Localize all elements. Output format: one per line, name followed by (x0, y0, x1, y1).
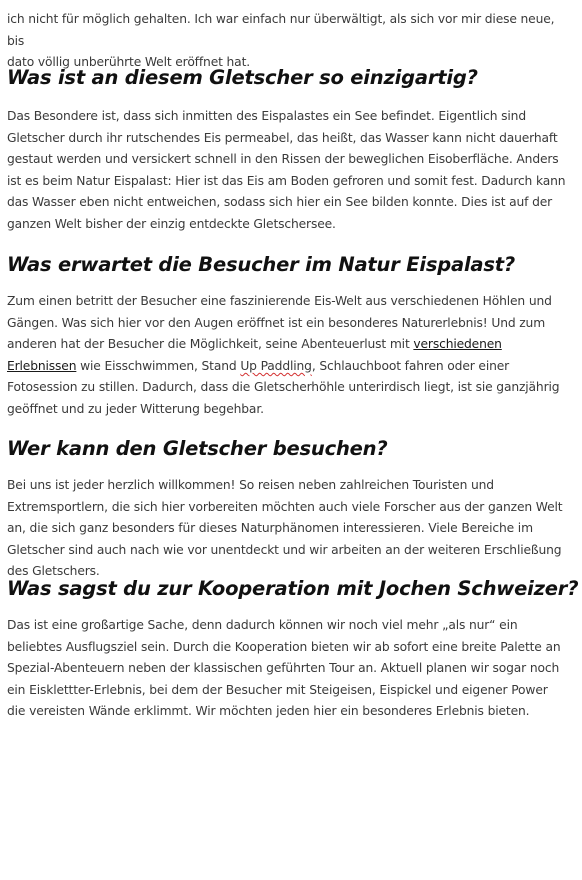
paragraph-text: wie Eisschwimmen, Stand (76, 358, 241, 373)
section-paragraph-kooperation: Das ist eine großartige Sache, denn dadurch können wir noch viel mehr „als nur“ ein beliebtes Ausflugsziel sein. Durch die Kooperation bieten wir ab sofort eine breite Palette an Spezial-Abenteuern neben der klassischen geführten Tour an. Aktuell planen wir sogar noch ein Eisklettter-Erlebnis, bei dem der Besucher mit Steigeisen, Eispickel und eigener Power die vereisten Wände erklimmt. Wir möchten jeden hier ein besonderes Erlebnis bieten. (7, 618, 561, 719)
intro-line-1: ich nicht für möglich gehalten. Ich war einfach nur überwältigt, als sich vor mir diese neue, bis (7, 12, 555, 48)
paragraph-text: , Schlauchboot fahren oder einer Fotosession zu stillen. Dadurch, dass die Gletscherhöhle unterirdisch liegt, ist sie ganzjährig geöffnet und zu jeder Witterung begehbar. (7, 358, 560, 416)
section-paragraph-besucher (7, 291, 569, 421)
paragraph-text: Zum einen betritt der Besucher eine faszinierende Eis-Welt aus verschiedenen Höhlen und Gängen. Was sich hier vor den Augen eröffnet ist ein besonderes Naturerlebnis! Und zum anderen hat der Besucher die Möglichkeit, seine Abenteuerlust mit (7, 294, 552, 352)
spellcheck-flagged-word: Up Paddling (240, 358, 312, 373)
erlebnisse-link[interactable]: verschiedenen Erlebnissen (7, 337, 502, 373)
section-heading-besucher: Was erwartet die Besucher im Natur Eispalast? (7, 253, 516, 276)
section-heading-kooperation: Was sagst du zur Kooperation mit Jochen Schweizer? (7, 577, 579, 600)
section-paragraph-besuchen: Bei uns ist jeder herzlich willkommen! So reisen neben zahlreichen Touristen und Extremsportlern, die sich hier vorbereiten möchten auch viele Forscher aus der ganzen Welt an, die sich ganz besonders für dieses Naturphänomen interessieren. Viele Bereiche im Gletscher sind auch nach wie vor unentdeckt und wir arbeiten an der weiteren Erschließung des Gletschers. (7, 478, 563, 579)
intro-paragraph (7, 9, 569, 74)
section-heading-besuchen: Wer kann den Gletscher besuchen? (7, 437, 388, 460)
section-paragraph-einzigartig: Das Besondere ist, dass sich inmitten des Eispalastes ein See befindet. Eigentlich sind Gletscher durch ihr rutschendes Eis permeabel, das heißt, das Wasser kann nicht dauerhaft gestaut werden und versickert schnell in den Rissen der beweglichen Eisoberfläche. Anders ist es beim Natur Eispalast: Hier ist das Eis am Boden gefroren und somit fest. Dadurch kann das Wasser eben nicht entweichen, sodass sich hier ein See bilden konnte. Dies ist auf der ganzen Welt bisher der einzig entdeckte Gletschersee. (7, 109, 566, 231)
intro-line-2: dato völlig unberührte Welt eröffnet hat. (7, 55, 250, 70)
section-heading-einzigartig: Was ist an diesem Gletscher so einzigartig? (7, 66, 478, 89)
